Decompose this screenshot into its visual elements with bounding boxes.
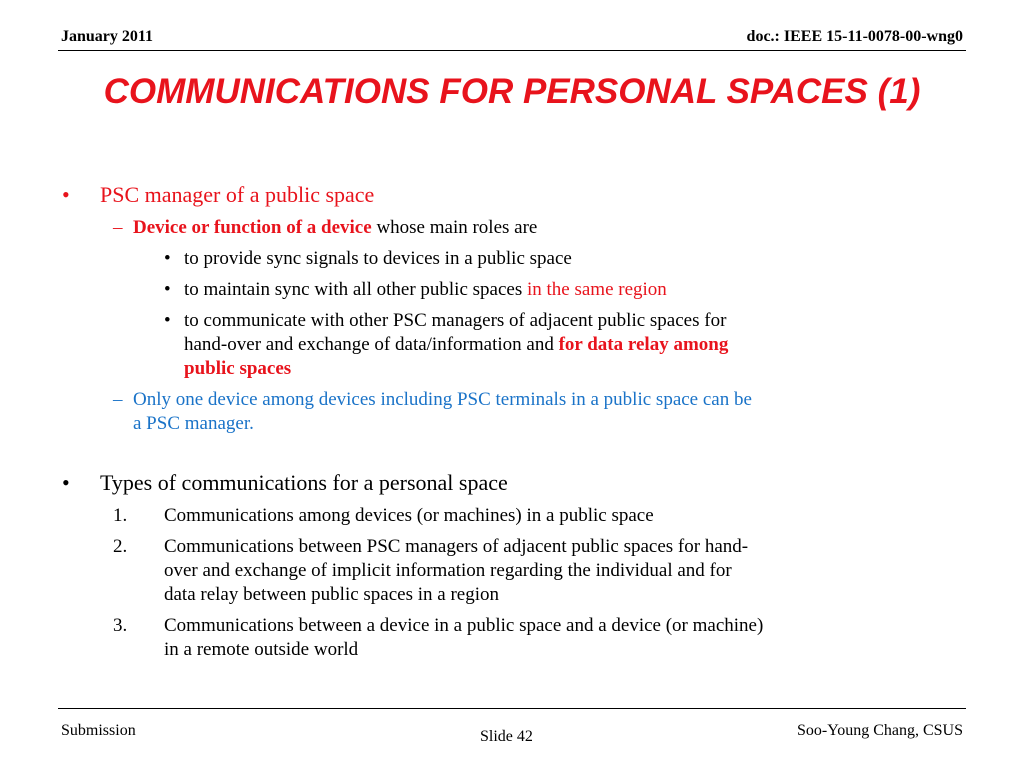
communication-type-1: Communications among devices (or machines) in a public space bbox=[164, 505, 654, 526]
footer-author: Soo-Young Chang, CSUS bbox=[797, 722, 963, 739]
footer-slide-number: Slide 42 bbox=[480, 728, 533, 745]
communication-type-3-line2: in a remote outside world bbox=[164, 639, 359, 660]
header-divider bbox=[58, 50, 966, 51]
number-3: 3. bbox=[113, 615, 128, 636]
footer-divider bbox=[58, 708, 966, 709]
role-maintain-sync bbox=[184, 279, 667, 301]
role-sync-signals: to provide sync signals to devices in a public space bbox=[184, 248, 572, 269]
bullet-psc-manager: PSC manager of a public space bbox=[100, 182, 375, 207]
header-date: January 2011 bbox=[61, 28, 154, 45]
header-doc-id: doc.: IEEE 15-11-0078-00-wng0 bbox=[746, 28, 963, 45]
sub-bullet-marker: • bbox=[164, 310, 171, 331]
number-1: 1. bbox=[113, 505, 128, 526]
dash-device-function bbox=[133, 217, 537, 239]
bullet-types-of-communications: Types of communications for a personal space bbox=[100, 470, 508, 495]
bullet-marker: • bbox=[62, 182, 70, 207]
communication-type-2-line2: over and exchange of implicit information regarding the individual and for bbox=[164, 560, 732, 581]
device-function-highlight: Device or function of a device bbox=[133, 217, 372, 238]
same-region-highlight: in the same region bbox=[526, 279, 667, 300]
dash-marker: – bbox=[113, 217, 123, 238]
dash-marker: – bbox=[113, 389, 123, 410]
only-one-device-line1: Only one device among devices including PSC terminals in a public space can be bbox=[133, 389, 752, 410]
data-relay-highlight: for data relay among bbox=[558, 334, 729, 355]
sub-bullet-marker: • bbox=[164, 279, 171, 300]
only-one-device-line2: a PSC manager. bbox=[133, 413, 254, 434]
device-function-rest: whose main roles are bbox=[371, 217, 538, 238]
role-communicate-line3: public spaces bbox=[184, 358, 292, 379]
communication-type-3-line1: Communications between a device in a public space and a device (or machine) bbox=[164, 615, 764, 636]
footer-submission: Submission bbox=[61, 722, 136, 739]
communication-type-2-line1: Communications between PSC managers of adjacent public spaces for hand- bbox=[164, 536, 749, 557]
slide-title: COMMUNICATIONS FOR PERSONAL SPACES (1) bbox=[103, 72, 921, 111]
role-communicate-line1: to communicate with other PSC managers of adjacent public spaces for bbox=[184, 310, 727, 331]
bullet-marker: • bbox=[62, 470, 70, 495]
role-communicate-line2 bbox=[184, 334, 728, 356]
number-2: 2. bbox=[113, 536, 128, 557]
communication-type-2-line3: data relay between public spaces in a region bbox=[164, 584, 499, 605]
communicate-text: hand-over and exchange of data/information and bbox=[184, 334, 559, 355]
maintain-sync-text: to maintain sync with all other public spaces bbox=[184, 279, 527, 300]
sub-bullet-marker: • bbox=[164, 248, 171, 269]
